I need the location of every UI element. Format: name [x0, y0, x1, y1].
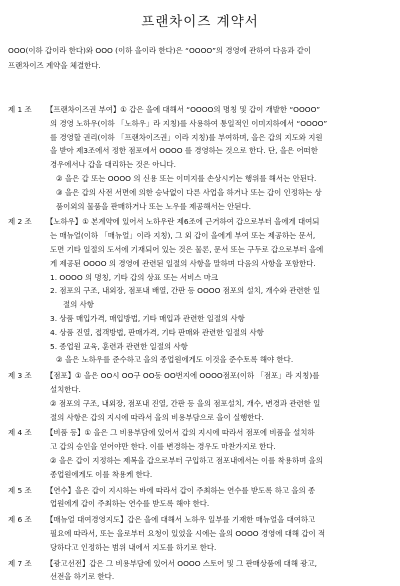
article-text-line: ② 을은 갑 또는 OOOO 의 신용 또는 이미지를 손상시키는 행위를 해서는 안된다. [56, 173, 317, 183]
article-text-line: 경우에서나 갑을 대리하는 것은 아니다. [50, 160, 176, 170]
article-5 [8, 484, 396, 512]
article-number: 제 2 조 [8, 217, 32, 227]
article-text-line: 2. 점포의 구조, 내외장, 점포내 배열, 간판 등 OOOO 점포의 설치, 개수와 관련한 일 [50, 286, 321, 296]
article-2 [8, 215, 396, 367]
article-text-line: ② 점포의 구조, 내외장, 점포내 진열, 간판 등 을의 점포설치, 개수, 변경과 관련한 일 [50, 398, 321, 408]
article-text-line: 【연수】을은 갑이 지시하는 바에 따라서 갑이 주최하는 연수를 받도록 하고 을의 종 [46, 485, 316, 495]
article-text-line: 게 제공된 OOOO 의 경영에 관련된 일절의 사항을 말하며 다음의 사항을 포함한다. [50, 258, 316, 268]
document-title: 프랜차이즈 계약서 [141, 14, 259, 30]
article-text-line: 【매뉴얼 대여경영지도】갑은 을에 대해서 노하우 일부를 기재한 매뉴얼을 대여하고 [46, 515, 316, 525]
article-text-line: 업원에게 갑이 주최하는 연수를 받도록 해야 한다. [50, 499, 210, 509]
article-text-line: 도면 기타 일절의 도서에 기재되어 있는 것은 물론, 문서 또는 구두로 갑으로부터 을에 [50, 244, 324, 254]
article-body [46, 557, 396, 585]
article-text-line: 절의 사항은 갑의 지시에 따라서 을의 비용부담으로 을이 실행한다. [50, 412, 264, 422]
article-body [46, 369, 396, 424]
intro-line: OOO(이하 갑이라 한다)와 OOO (이하 을이라 한다)은 “OOOO”의 경영에 관하여 다음과 같이 [8, 46, 311, 55]
article-text-line: 필요에 따라서, 또는 을로부터 요청이 있었을 시에는 을의 OOOO 경영에 대해 갑이 적 [50, 528, 326, 538]
article-text-line: 【비품 등】① 을은 그 비용부담에 있어서 갑의 지시에 따라서 점포에 비품을 설치하 [46, 428, 315, 438]
article-text-line: 【노하우】① 본계약에 있어서 노하우란 제6조에 근거하여 갑으로부터 을에게 대여되 [46, 217, 320, 227]
article-body [46, 484, 396, 512]
article-3 [8, 369, 396, 424]
article-text-line: ② 을은 갑이 지정하는 제복을 갑으로부터 구입하고 점포내에서는 이를 착용하며 을의 [50, 455, 323, 465]
article-number: 제 7 조 [8, 558, 32, 568]
article-text-line: 를 경영할 권리(이하 「프랜차이즈권」이라 지칭)를 부여하며, 을은 갑의 지도와 지원 [50, 132, 323, 142]
article-body [46, 426, 396, 481]
article-7 [8, 557, 396, 585]
article-text-line: 을 받아 제3조에서 정한 점포에서 OOOO 를 경영하는 것으로 한다. 단, 을은 어떠한 [50, 146, 318, 156]
article-number: 제 3 조 [8, 371, 32, 381]
intro-line: 프랜차이즈 계약을 체결한다. [8, 61, 101, 70]
article-text-line: 【광고선전】갑은 그 비용부담에 있어서 OOOO 스토어 및 그 판매상품에 대해 광고, [46, 558, 317, 568]
article-number: 제 6 조 [8, 515, 32, 525]
article-text-line: 3. 상품 매입가격, 매입방법, 기타 매입과 관련한 일절의 사항 [50, 313, 245, 323]
article-text-line: 【점포】① 을은 OO시 OO구 OO동 OO번지에 OOOO점포(이하 「점포」라 지칭)를 [46, 371, 320, 381]
article-text-line: 설치한다. [50, 384, 81, 394]
article-body [46, 103, 396, 213]
article-text-line: 의 경영 노하우(이하 「노하우」라 지칭)를 사용하여 통일적인 이미지하에서 “OOOO” [50, 118, 328, 128]
article-text-line: ② 을은 노하우를 준수하고 을의 종업원에게도 이것을 준수토록 해야 한다. [56, 355, 294, 365]
article-number: 제 4 조 [8, 428, 32, 438]
intro-paragraph [8, 43, 394, 73]
article-text-line: 종업원에게도 이를 착용케 한다. [50, 469, 153, 479]
article-6 [8, 513, 396, 554]
article-text-line: 고 갑의 승인을 얻어야만 한다. 이를 변경하는 경우도 마찬가지로 한다. [50, 442, 276, 452]
article-text-line: 5. 종업원 교육, 훈련과 관련한 일절의 사항 [50, 341, 188, 351]
article-text-line: 【프랜차이즈권 부여】① 갑은 을에 대해서 “OOOO의 명칭 및 갑이 개발한 “OOOO” [46, 105, 321, 114]
article-text-line: 는 매뉴얼(이하 「매뉴얼」이라 지칭), 그 외 갑이 을에게 부여 또는 제공하는 문서, [50, 231, 316, 241]
article-4 [8, 426, 396, 481]
article-1 [8, 103, 396, 213]
article-body [46, 513, 396, 554]
article-text-line: 선전을 하기로 한다. [50, 572, 115, 582]
article-body [46, 215, 396, 367]
article-text-line: 당하다고 인정하는 범위 내에서 지도를 하기로 한다. [50, 542, 217, 552]
article-text-line: 4. 상품 진열, 접객방법, 판매가격, 기타 판매와 관련한 일절의 사항 [50, 327, 264, 337]
article-number: 제 1 조 [8, 105, 32, 114]
article-text-line: 품이외의 물품을 판매하거나 또는 노우를 제공해서는 안된다. [56, 201, 251, 211]
articles-list [8, 103, 396, 586]
article-text-line: ③ 을은 갑의 사전 서면에 의한 승낙없이 다른 사업을 하거나 또는 갑이 인정하는 상 [56, 187, 322, 197]
article-text-line: 절의 사항 [63, 300, 94, 310]
article-text-line: 1. OOOO 의 명칭, 기타 갑의 상표 또는 서비스 마크 [50, 272, 219, 282]
article-number: 제 5 조 [8, 485, 32, 495]
